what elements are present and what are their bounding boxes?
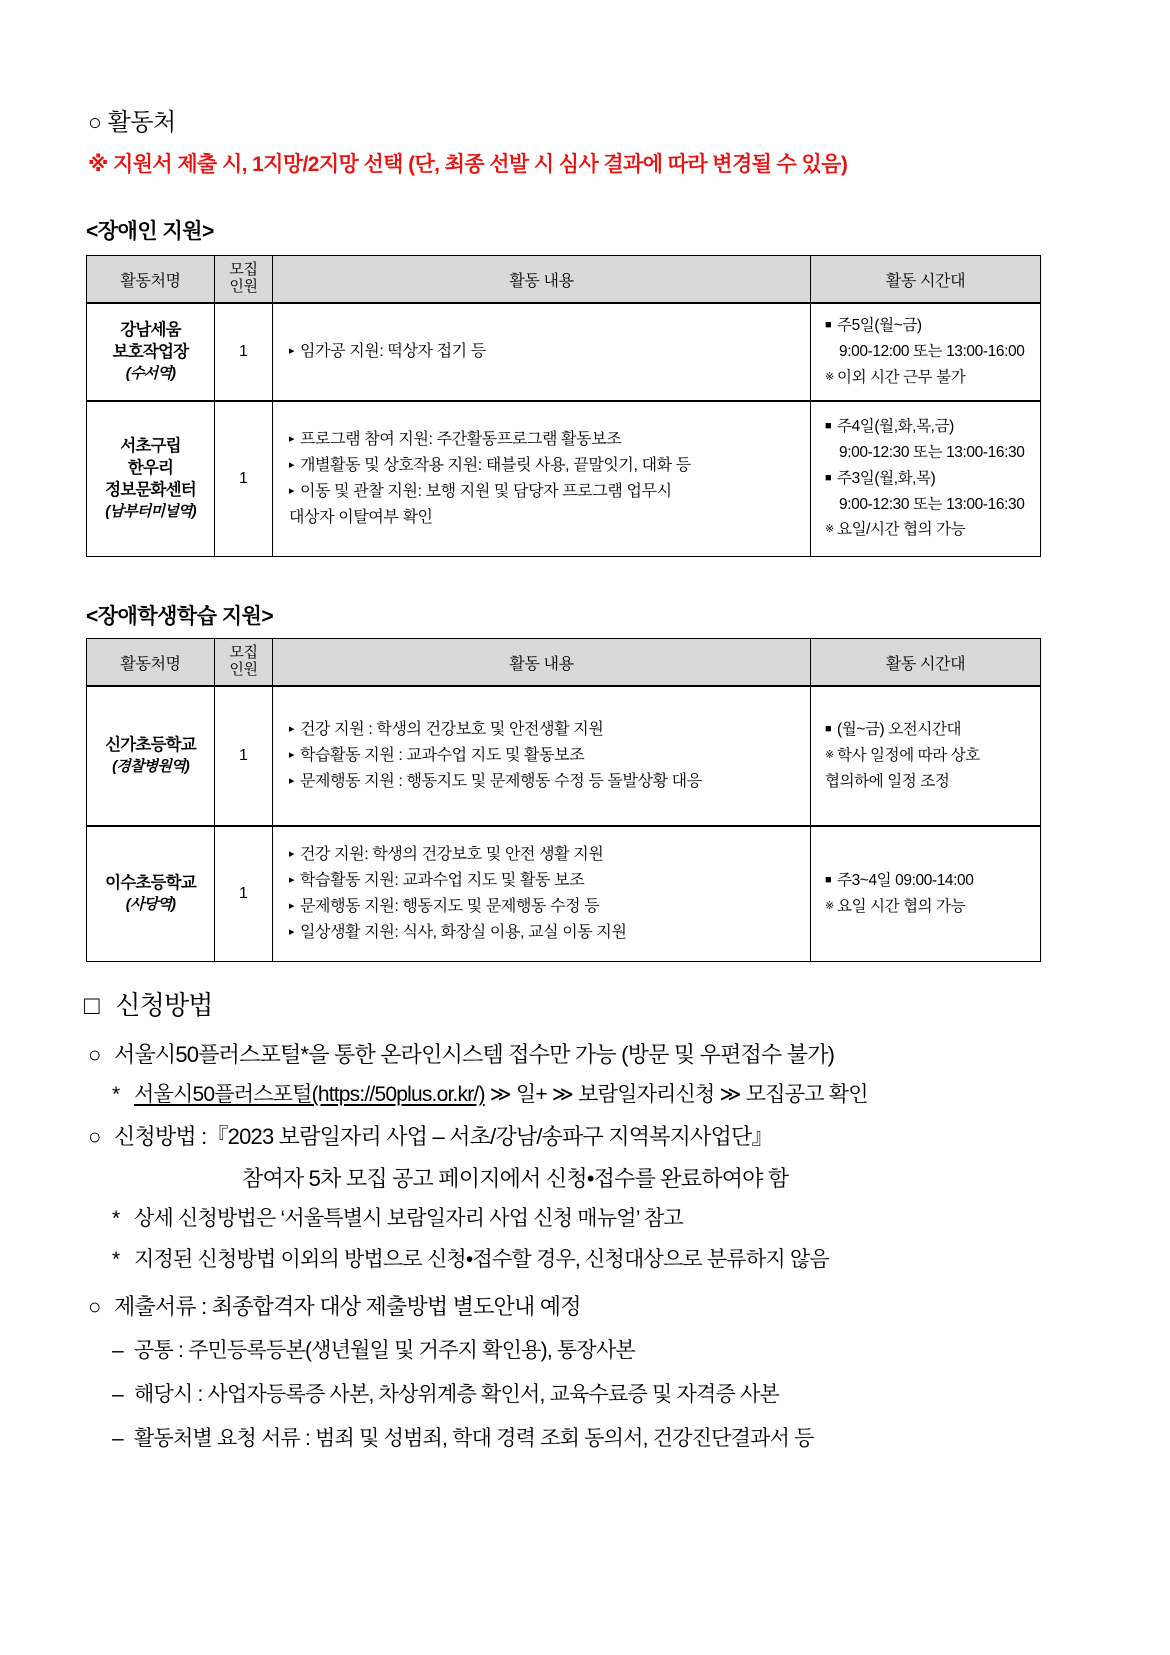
asterisk-mark-icon: ※ [825, 899, 834, 912]
apply-item-doc-conditional [112, 1378, 779, 1408]
time-line [825, 743, 1034, 769]
org-name-line1: 이수초등학교 [105, 873, 196, 892]
cell-activity-name [87, 686, 215, 826]
cell-activity-time [811, 401, 1041, 556]
th-activity-content: 활동 내용 [273, 256, 811, 304]
apply-section-heading [84, 985, 213, 1022]
apply-item-manual-note [112, 1202, 683, 1232]
table2-caption: <장애학생학습 지원> [86, 605, 274, 628]
asterisk-marker: * [112, 1207, 120, 1230]
table-row [87, 826, 1041, 961]
cell-recruit-count: 1 [215, 303, 273, 401]
content-bullet-text: 건강 지원 : 학생의 건강보호 및 안전생활 지원 [300, 721, 604, 739]
time-line-text: 9:00-12:30 또는 13:00-16:30 [839, 444, 1025, 462]
time-line-text: 요일/시간 협의 가능 [837, 521, 966, 539]
content-bullet-text: 건강 지원: 학생의 건강보호 및 안전 생활 지원 [300, 845, 604, 863]
time-line [825, 313, 1034, 339]
cell-recruit-count: 1 [215, 826, 273, 961]
square-bullet-icon: ■ [825, 723, 832, 736]
time-line [825, 894, 1034, 920]
content-bullet [289, 427, 800, 453]
selection-notice: ※ 지원서 제출 시, 1지망/2지망 선택 (단, 최종 선발 시 심사 결과에 따라 변경될 수 있음) [88, 153, 848, 176]
portal-url-link[interactable]: 서울시50플러스포털(https://50plus.or.kr/) [134, 1083, 485, 1106]
content-bullet-text: 문제행동 지원 : 행동지도 및 문제행동 수정 등 돌발상황 대응 [300, 772, 702, 790]
time-line [825, 717, 1034, 743]
table-row [87, 686, 1041, 826]
apply-item-invalid-method-note [112, 1243, 829, 1273]
org-name-line1: 강남세움 [120, 321, 181, 340]
time-line [825, 365, 1034, 391]
table2-header-row [87, 639, 1041, 687]
circle-marker: ○ [88, 1042, 101, 1067]
th-recruit-count [215, 256, 273, 304]
th-recruit-count-l1: 모집 [229, 261, 258, 279]
time-line-text: 이외 시간 근무 불가 [837, 368, 966, 386]
asterisk-marker: * [112, 1248, 120, 1271]
activity-section-title: 활동처 [107, 109, 176, 136]
content-bullet-text: 임가공 지원: 떡상자 접기 등 [300, 343, 486, 361]
dash-marker: – [112, 1383, 123, 1406]
th-activity-time: 활동 시간대 [811, 256, 1041, 304]
cell-activity-name [87, 401, 215, 556]
asterisk-mark-icon: ※ [825, 523, 834, 536]
triangle-bullet-icon: ▸ [289, 899, 295, 912]
content-bullet-text: 학습활동 지원: 교과수업 지도 및 활동 보조 [300, 871, 585, 889]
student-learning-support-table [86, 638, 1041, 962]
triangle-bullet-icon: ▸ [289, 432, 295, 445]
apply-section-title: 신청방법 [115, 990, 213, 1020]
content-bullet-text: 문제행동 지원: 행동지도 및 문제행동 수정 등 [300, 897, 600, 915]
dash-marker: – [112, 1339, 123, 1362]
asterisk-mark-icon: ※ [825, 370, 834, 383]
circle-marker: ○ [88, 1294, 101, 1319]
square-bullet-icon: ■ [825, 319, 832, 332]
content-bullet [289, 842, 800, 868]
table-row [87, 401, 1041, 556]
time-line-text: 9:00-12:00 또는 13:00-16:00 [839, 343, 1025, 361]
apply-item-method [88, 1120, 773, 1151]
cell-recruit-count: 1 [215, 686, 273, 826]
content-bullet [289, 769, 800, 795]
circle-marker: ○ [88, 1124, 101, 1149]
table-row [87, 303, 1041, 401]
content-bullet-text: 학습활동 지원 : 교과수업 지도 및 활동보조 [300, 747, 585, 765]
content-bullet [289, 920, 800, 946]
table1-caption: <장애인 지원> [86, 220, 214, 243]
apply-item-text: 서울시50플러스포털*을 통한 온라인시스템 접수만 가능 (방문 및 우편접수 불가) [114, 1042, 835, 1067]
time-line-text: 학사 일정에 따라 상호 [837, 747, 980, 765]
th-recruit-count-l2: 인원 [229, 278, 258, 295]
time-line [825, 339, 1034, 365]
content-bullet-text: 개별활동 및 상호작용 지원: 태블릿 사용, 끝말잇기, 대화 등 [300, 456, 691, 474]
apply-item-portal-path [112, 1078, 868, 1108]
apply-item-text: 신청방법 :『2023 보람일자리 사업 – 서초/강남/송파구 지역복지사업단』 [114, 1124, 773, 1149]
content-bullet [289, 868, 800, 894]
triangle-bullet-icon: ▸ [289, 484, 295, 497]
time-line-text: 주3일(월,화,목) [837, 469, 936, 487]
triangle-bullet-icon: ▸ [289, 458, 295, 471]
org-name-line1: 신가초등학교 [105, 736, 196, 755]
table1-header-row [87, 256, 1041, 304]
org-station: (남부터미널역) [105, 502, 196, 520]
content-continuation: 대상자 이탈여부 확인 [289, 508, 433, 526]
apply-item-doc-common [112, 1334, 635, 1364]
apply-item-text: 공통 : 주민등록등본(생년월일 및 거주지 확인용), 통장사본 [134, 1339, 635, 1362]
time-line-text: 주4일(월,화,목,금) [837, 418, 954, 436]
square-marker: □ [84, 990, 99, 1020]
cell-activity-time [811, 686, 1041, 826]
apply-item-doc-per-site [112, 1422, 814, 1452]
content-bullet [289, 339, 800, 365]
th-activity-content: 활동 내용 [273, 639, 811, 687]
cell-activity-content [273, 401, 811, 556]
square-bullet-icon: ■ [825, 874, 832, 887]
time-line [825, 492, 1034, 518]
time-line-text: 주3~4일 09:00-14:00 [837, 872, 974, 890]
th-recruit-count-l2: 인원 [229, 661, 258, 678]
content-bullet [289, 717, 800, 743]
time-line [825, 769, 1034, 795]
content-bullet [289, 453, 800, 479]
apply-item-text: 제출서류 : 최종합격자 대상 제출방법 별도안내 예정 [114, 1294, 581, 1319]
content-bullet-text: 이동 및 관찰 지원: 보행 지원 및 담당자 프로그램 업무시 [300, 482, 672, 500]
org-name-line2: 한우리 [127, 458, 174, 477]
th-recruit-count [215, 639, 273, 687]
dash-marker: – [112, 1427, 123, 1450]
apply-item-text: 상세 신청방법은 ‘서울특별시 보람일자리 사업 신청 매뉴얼’ 참고 [134, 1207, 683, 1230]
time-line-text: 주5일(월~금) [837, 317, 922, 335]
time-line-text: 요일 시간 협의 가능 [837, 897, 966, 915]
time-line [825, 868, 1034, 894]
apply-item-method-cont [242, 1162, 788, 1193]
apply-item-text: 지정된 신청방법 이외의 방법으로 신청•접수할 경우, 신청대상으로 분류하지 않음 [134, 1248, 829, 1271]
time-line [825, 517, 1034, 543]
apply-item-text: 해당시 : 사업자등록증 사본, 차상위계층 확인서, 교육수료증 및 자격증 사본 [134, 1383, 779, 1406]
time-line [825, 466, 1034, 492]
cell-activity-name [87, 826, 215, 961]
apply-path-text: ≫ 일+ ≫ 보람일자리신청 ≫ 모집공고 확인 [484, 1083, 868, 1106]
org-name-line1: 서초구립 [120, 436, 181, 455]
triangle-bullet-icon: ▸ [289, 873, 295, 886]
content-bullet [289, 894, 800, 920]
org-station: (수서역) [125, 364, 176, 382]
apply-item-text: 활동처별 요청 서류 : 범죄 및 성범죄, 학대 경력 조회 동의서, 건강진단결과서 등 [134, 1427, 814, 1450]
time-line-text: (월~금) 오전시간대 [837, 721, 962, 739]
cell-activity-name [87, 303, 215, 401]
circle-marker: ○ [88, 109, 102, 135]
cell-activity-time [811, 303, 1041, 401]
cell-activity-content [273, 686, 811, 826]
cell-recruit-count: 1 [215, 401, 273, 556]
square-bullet-icon: ■ [825, 420, 832, 433]
th-activity-name: 활동처명 [87, 639, 215, 687]
th-activity-time: 활동 시간대 [811, 639, 1041, 687]
asterisk-mark-icon: ※ [825, 749, 834, 762]
square-bullet-icon: ■ [825, 471, 832, 484]
org-name-line2: 보호작업장 [112, 343, 189, 362]
apply-item-online [88, 1038, 834, 1069]
asterisk-marker: * [112, 1083, 120, 1106]
content-bullet [289, 479, 800, 505]
disability-support-table [86, 255, 1041, 557]
triangle-bullet-icon: ▸ [289, 345, 295, 358]
cell-activity-time [811, 826, 1041, 961]
activity-section-heading [88, 102, 176, 137]
triangle-bullet-icon: ▸ [289, 925, 295, 938]
cell-activity-content [273, 826, 811, 961]
triangle-bullet-icon: ▸ [289, 749, 295, 762]
apply-item-documents [88, 1290, 581, 1321]
th-activity-name: 활동처명 [87, 256, 215, 304]
org-station: (경찰병원역) [112, 758, 189, 775]
time-line-text: 협의하에 일정 조정 [825, 772, 950, 790]
apply-item-text: 참여자 5차 모집 공고 페이지에서 신청•접수를 완료하여야 함 [242, 1166, 789, 1191]
triangle-bullet-icon: ▸ [289, 847, 295, 860]
triangle-bullet-icon: ▸ [289, 774, 295, 787]
triangle-bullet-icon: ▸ [289, 723, 295, 736]
time-line [825, 440, 1034, 466]
time-line [825, 414, 1034, 440]
cell-activity-content [273, 303, 811, 401]
content-bullet [289, 743, 800, 769]
content-bullet-text: 프로그램 참여 지원: 주간활동프로그램 활동보조 [300, 430, 622, 448]
org-name-line3: 정보문화센터 [105, 480, 196, 499]
content-bullet-text: 일상생활 지원: 식사, 화장실 이용, 교실 이동 지원 [300, 923, 627, 941]
th-recruit-count-l1: 모집 [229, 644, 258, 662]
org-station: (사당역) [125, 895, 176, 913]
time-line-text: 9:00-12:30 또는 13:00-16:30 [839, 495, 1025, 513]
